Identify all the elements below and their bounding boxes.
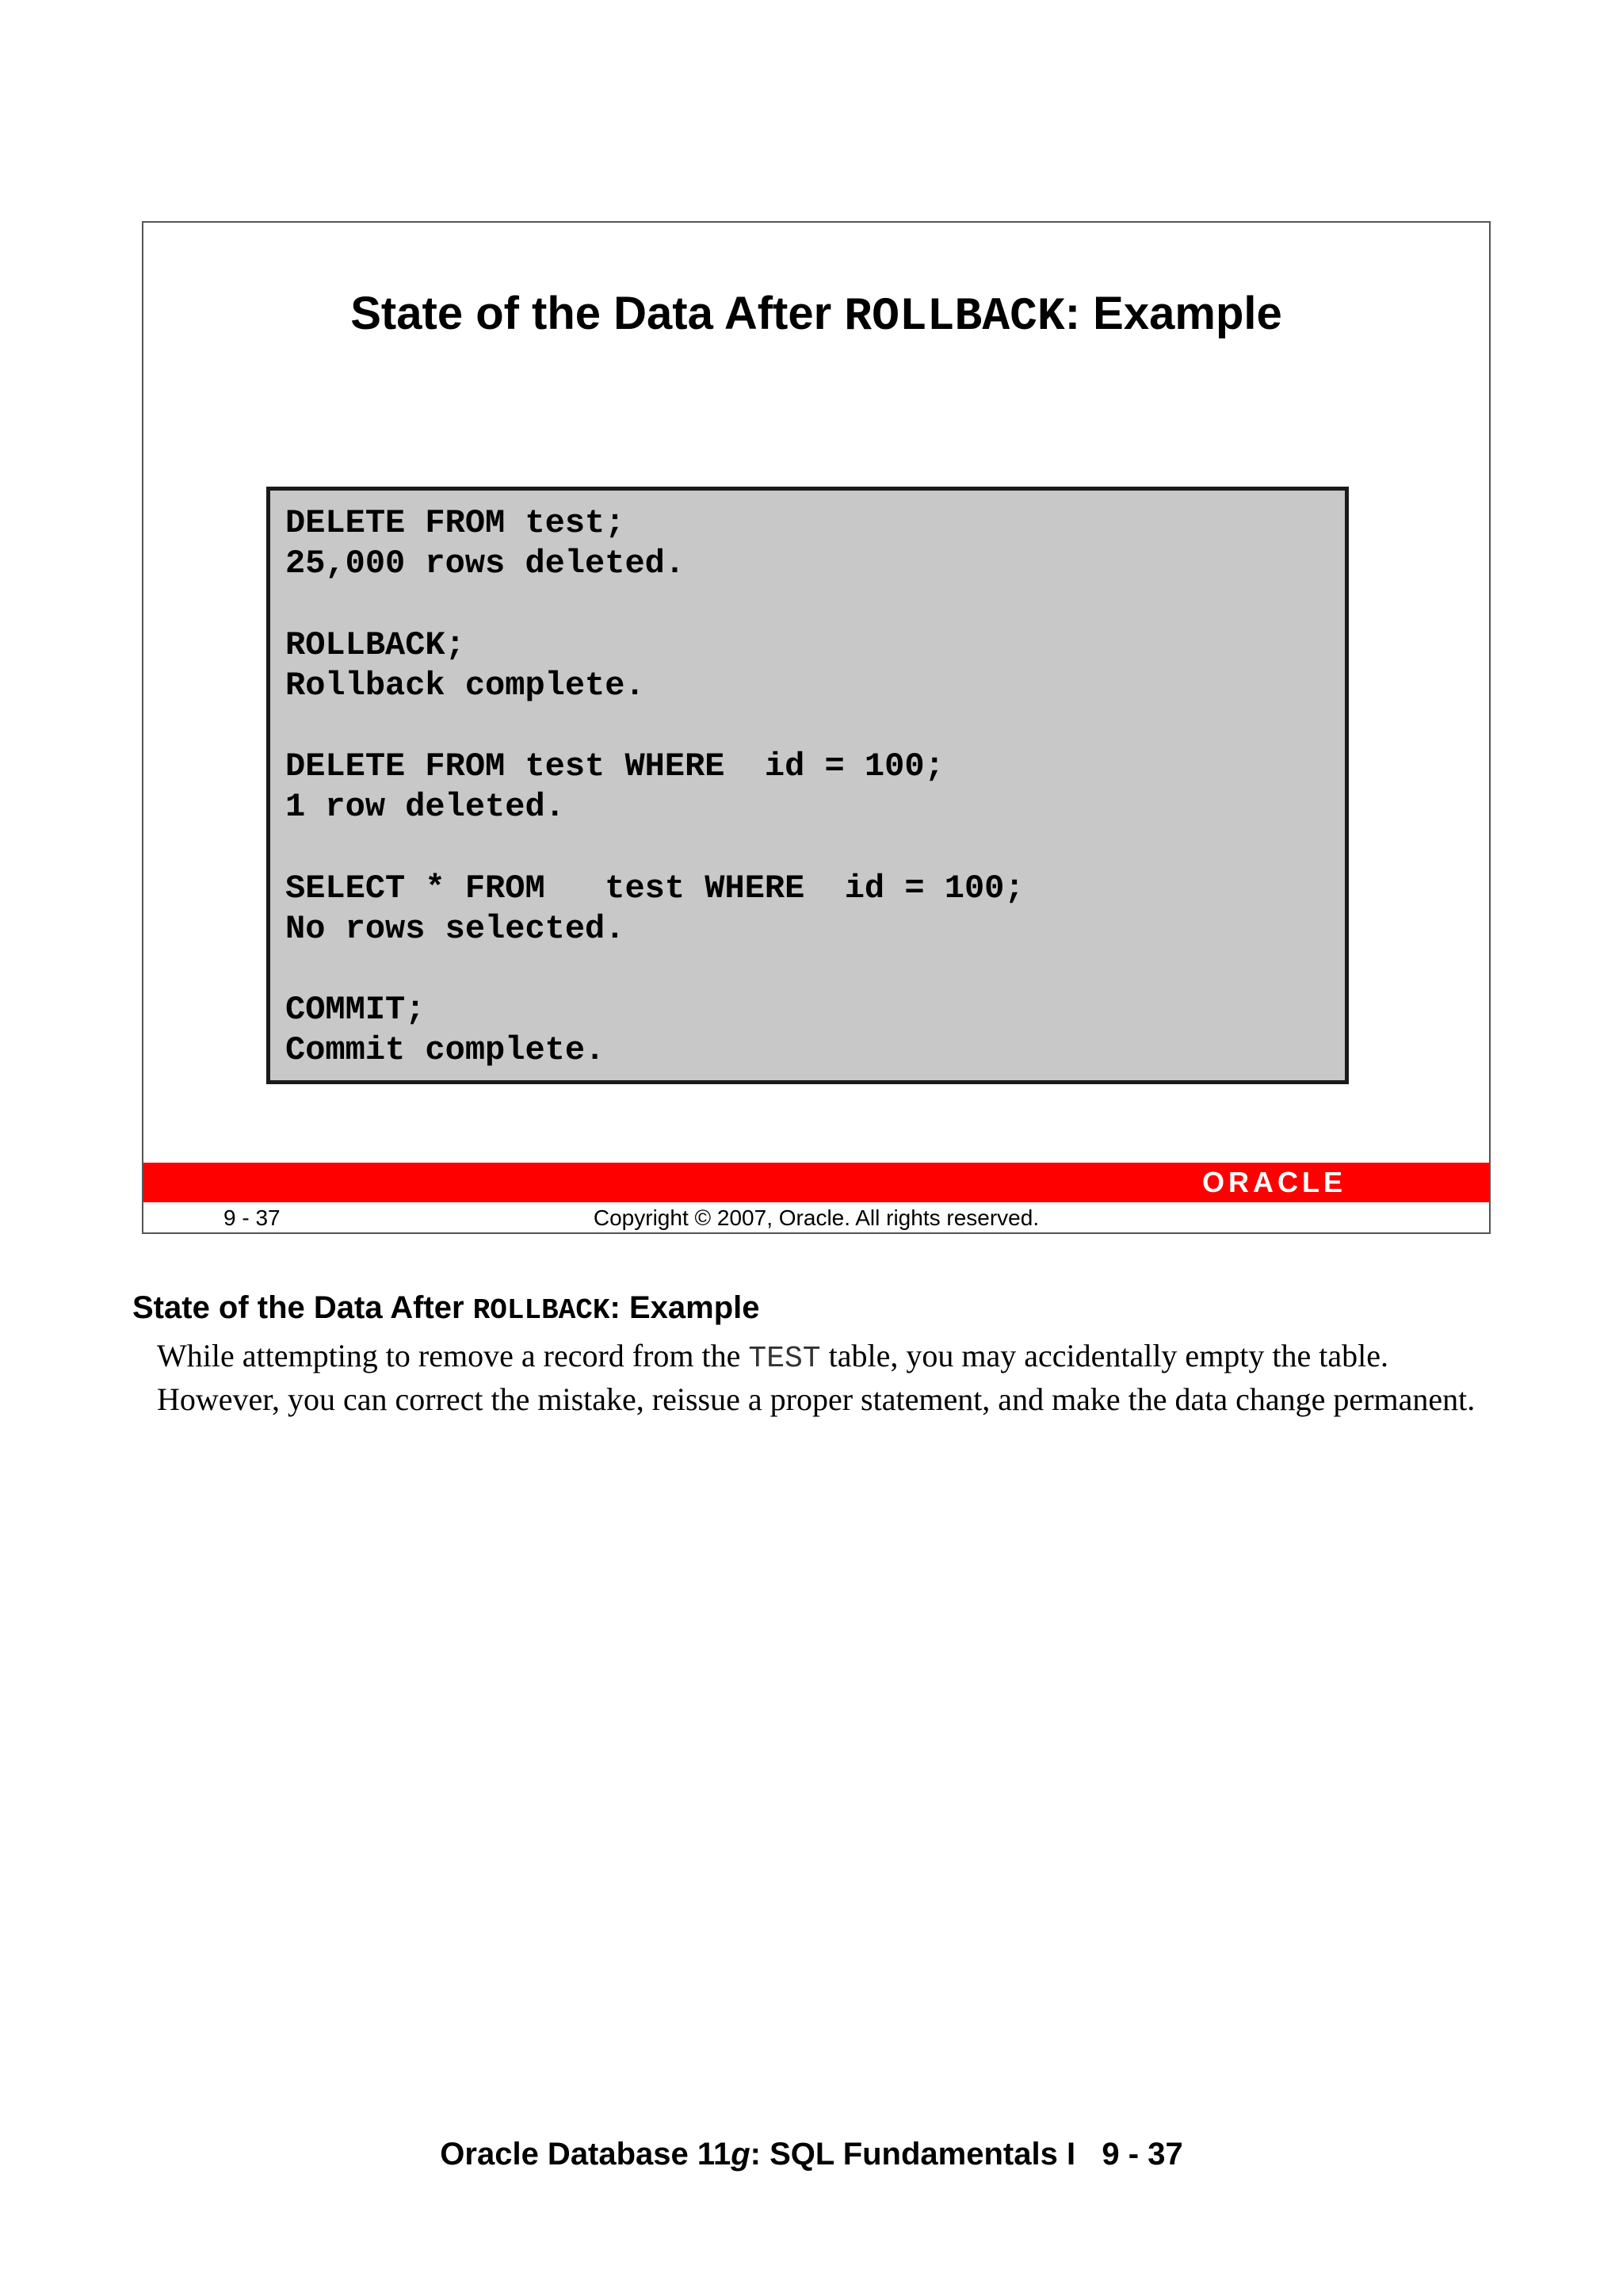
- notes-text-continued: table, you may accidentally empty the table. However, you can correct the mistake, reissue a proper statement, and make the data change permanent.: [157, 1338, 1476, 1417]
- slide-number: 9 - 37: [223, 1205, 281, 1230]
- slide-title-suffix: : Example: [1064, 288, 1282, 339]
- page-footer: [0, 2134, 1623, 2174]
- notes-heading-text: State of the Data After: [132, 1290, 473, 1325]
- notes-heading-code: ROLLBACK: [472, 1294, 610, 1327]
- code-line: 25,000 rows deleted.: [285, 544, 685, 583]
- code-example-box: [266, 487, 1349, 1084]
- code-blank-line: [285, 584, 1345, 625]
- slide-title-code: ROLLBACK: [844, 292, 1065, 343]
- code-blank-line: [285, 949, 1345, 991]
- code-line: SELECT * FROM test WHERE id = 100;: [285, 869, 1025, 907]
- code-line: 1 row deleted.: [285, 788, 565, 826]
- slide-title: [143, 286, 1489, 346]
- notes-heading: [132, 1288, 759, 1331]
- footer-course-title: Oracle Database 11: [440, 2137, 731, 2172]
- notes-paragraph: [157, 1335, 1504, 1419]
- code-line: Commit complete.: [285, 1031, 605, 1069]
- notes-code-term: TEST: [748, 1342, 821, 1376]
- code-line: COMMIT;: [285, 991, 426, 1029]
- footer-course-page: : SQL Fundamentals I 9 - 37: [750, 2137, 1183, 2172]
- code-line: No rows selected.: [285, 909, 625, 948]
- code-blank-line: [285, 827, 1345, 869]
- code-line: Rollback complete.: [285, 666, 645, 705]
- code-line: ROLLBACK;: [285, 625, 465, 664]
- notes-text: While attempting to remove a record from the: [157, 1338, 749, 1373]
- slide-accent-bar: [143, 1163, 1489, 1202]
- oracle-logo: ORACLE: [1202, 1166, 1346, 1198]
- notes-heading-suffix: : Example: [609, 1290, 760, 1325]
- code-line: DELETE FROM test WHERE id = 100;: [285, 747, 945, 785]
- code-blank-line: [285, 706, 1345, 747]
- footer-course-version: g: [731, 2137, 750, 2172]
- code-line: DELETE FROM test;: [285, 504, 625, 542]
- slide-footer: [143, 1202, 1489, 1234]
- slide-title-text: State of the Data After: [350, 288, 845, 339]
- slide-copyright: Copyright © 2007, Oracle. All rights reserved.: [593, 1205, 1040, 1230]
- slide-frame: [142, 221, 1491, 1234]
